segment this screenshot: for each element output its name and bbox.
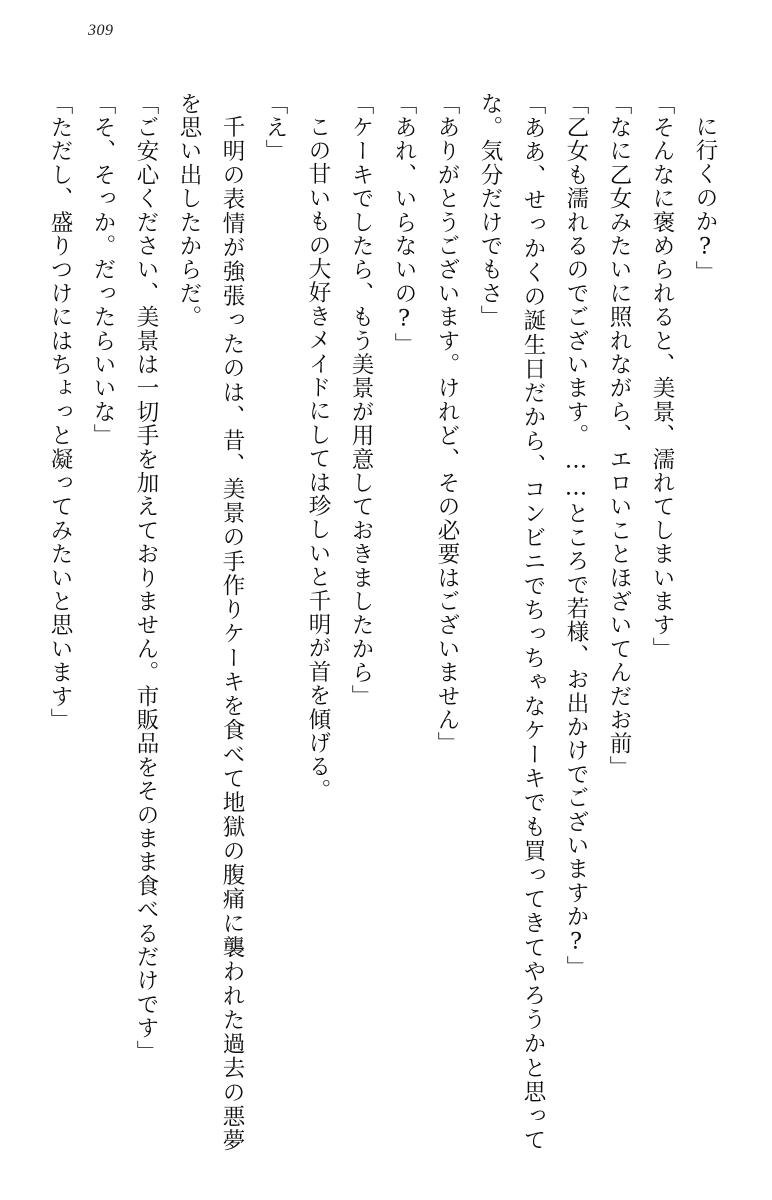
body-text (47, 92, 726, 1152)
paragraph: 千明の表情が強張ったのは、昔、美景の手作りケーキを食べて地獄の腹痛に襲われた過去の悪夢を思い出したからだ。 (176, 92, 245, 1152)
paragraph: 「なに乙女みたいに照れながら、エロいことほざいてんだお前」 (606, 92, 632, 780)
paragraph: 「そんなに褒められると、美景、濡れてしまいます」 (649, 92, 675, 661)
paragraph: に行くのか?」 (692, 114, 718, 284)
paragraph: 「ご安心ください、美景は一切手を加えておりません。市販品をそのまま食べるだけです」 (133, 92, 159, 1064)
paragraph: この甘いもの大好きメイドにしては珍しいと千明が首を傾げる。 (305, 114, 331, 802)
paragraph: 「あれ、いらないの?」 (391, 92, 417, 357)
paragraph: 「乙女も濡れるのでございます。……ところで若様、お出かけでございますか?」 (563, 92, 589, 980)
paragraph: 「え」 (262, 92, 288, 164)
paragraph: 「そ、そっか。だったらいいな」 (90, 92, 116, 448)
paragraph: 「ありがとうございます。けれど、その必要はございません」 (434, 92, 460, 756)
paragraph: 「ケーキでしたら、もう美景が用意しておきましたから」 (348, 92, 374, 709)
page-number: 309 (88, 22, 114, 39)
paragraph: 「ただし、盛りつけにはちょっと凝ってみたいと思います」 (47, 92, 73, 732)
paragraph: 「ああ、せっかくの誕生日だから、コンビニでちっちゃなケーキでも買ってきてやろうかと思ってな。気分だけでもさ」 (477, 92, 546, 1152)
